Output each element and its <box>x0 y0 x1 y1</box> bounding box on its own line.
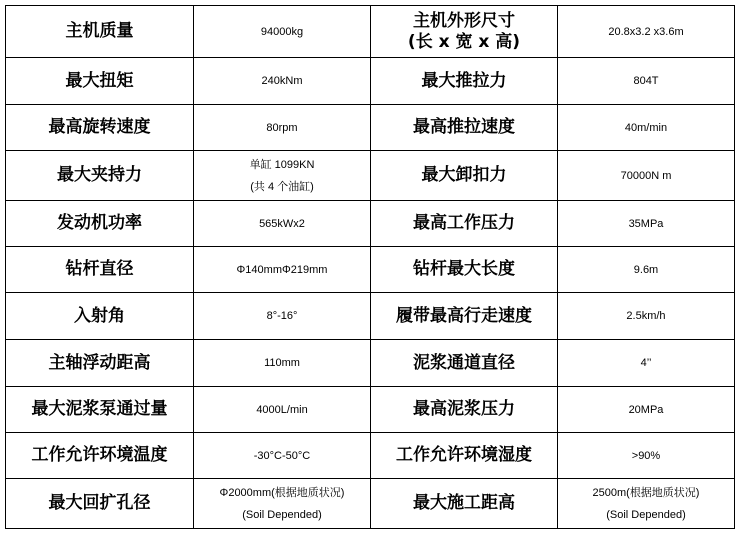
spec-label-text: 工作允许环境湿度 <box>396 445 532 465</box>
spec-label-text: 履带最高行走速度 <box>396 305 532 326</box>
spec-label-text: 入射角 <box>74 305 125 326</box>
spec-value <box>194 105 371 151</box>
table-row <box>6 201 735 247</box>
spec-label-text: 最大夹持力 <box>57 165 142 185</box>
spec-value <box>194 201 371 247</box>
spec-value <box>194 247 371 293</box>
spec-label <box>371 151 558 201</box>
spec-label-text: 最大泥浆泵通过量 <box>31 399 168 419</box>
spec-table <box>5 5 735 529</box>
spec-label <box>6 479 194 529</box>
spec-label-text: 最高旋转速度 <box>48 117 151 137</box>
spec-value <box>194 340 371 387</box>
table-row <box>6 6 735 58</box>
spec-value-text: Φ2000mm(根据地质状况) <box>219 486 345 499</box>
spec-label <box>371 247 558 293</box>
table-row <box>6 105 735 151</box>
spec-value-text: 80rpm <box>266 121 298 134</box>
spec-value-text: 单缸 1099KN <box>249 158 315 171</box>
table-row <box>6 433 735 479</box>
spec-label-text: 泥浆通道直径 <box>413 352 515 373</box>
spec-value-text: 2.5km/h <box>626 310 666 322</box>
spec-label-text: 主轴浮动距高 <box>48 352 151 373</box>
spec-label <box>371 201 558 247</box>
spec-value-text: 804T <box>633 75 659 87</box>
spec-value <box>558 201 735 247</box>
spec-value <box>558 340 735 387</box>
spec-label <box>6 151 194 201</box>
spec-value <box>558 58 735 105</box>
spec-label-text: 发动机功率 <box>57 213 142 233</box>
spec-value-text: 35MPa <box>628 217 664 230</box>
spec-value <box>558 479 735 529</box>
spec-label-text: 工作允许环境温度 <box>31 445 168 465</box>
table-row <box>6 247 735 293</box>
spec-value <box>194 151 371 201</box>
spec-value-text: >90% <box>631 449 661 462</box>
spec-label-text: 最大卸扣力 <box>421 165 507 185</box>
spec-value-text: -30°C-50°C <box>253 449 311 462</box>
spec-label <box>371 6 558 58</box>
spec-label-text: 主机质量 <box>65 21 134 41</box>
spec-label-text: 最大推拉力 <box>421 70 507 91</box>
spec-label-text: 最高推拉速度 <box>413 117 515 137</box>
spec-value <box>194 6 371 58</box>
spec-label <box>371 479 558 529</box>
spec-value-text: 2500m(根据地质状况) <box>592 486 700 499</box>
table-row <box>6 151 735 201</box>
spec-label-text: 主机外形尺寸 <box>413 10 515 31</box>
spec-value-text: (Soil Depended) <box>606 508 686 521</box>
spec-label <box>371 293 558 340</box>
table-row <box>6 479 735 529</box>
spec-value <box>558 293 735 340</box>
spec-label <box>6 201 194 247</box>
spec-label-text: 钻杆最大长度 <box>413 259 515 279</box>
spec-label <box>371 387 558 433</box>
spec-label <box>371 105 558 151</box>
spec-label-text: 最高工作压力 <box>413 213 515 233</box>
spec-label <box>371 340 558 387</box>
spec-label <box>6 58 194 105</box>
spec-value <box>558 105 735 151</box>
spec-value <box>558 6 735 58</box>
spec-value-text: 94000kg <box>260 25 304 38</box>
spec-value <box>194 58 371 105</box>
spec-label-text: 钻杆直径 <box>65 259 134 279</box>
spec-value-text: 20.8x3.2 x3.6m <box>608 25 684 38</box>
spec-value-text: 110mm <box>264 357 300 369</box>
spec-label-text: 最大扭矩 <box>65 70 134 91</box>
spec-label <box>371 58 558 105</box>
spec-value-text: 70000N m <box>620 169 672 182</box>
spec-value-text: 240kNm <box>261 75 303 87</box>
spec-label <box>6 247 194 293</box>
spec-label-text: 最高泥浆压力 <box>413 399 515 419</box>
spec-value-text: 4000L/min <box>256 403 308 416</box>
spec-value <box>194 433 371 479</box>
spec-value <box>558 151 735 201</box>
spec-value <box>558 247 735 293</box>
spec-label <box>6 6 194 58</box>
spec-value <box>558 387 735 433</box>
spec-label-text: (长 x 宽 x 高) <box>407 31 521 52</box>
spec-value-text: 20MPa <box>628 403 664 416</box>
spec-value-text: 8°-16° <box>266 310 298 322</box>
spec-label <box>6 387 194 433</box>
table-row <box>6 340 735 387</box>
spec-label <box>6 433 194 479</box>
spec-value-text: 9.6m <box>633 263 659 276</box>
table-row <box>6 58 735 105</box>
spec-label <box>6 105 194 151</box>
spec-label <box>6 340 194 387</box>
table-row <box>6 387 735 433</box>
spec-value-text: 4’’ <box>640 357 652 369</box>
spec-label <box>371 433 558 479</box>
spec-label-text: 最大回扩孔径 <box>48 493 151 513</box>
spec-label-text: 最大施工距高 <box>413 493 515 513</box>
spec-value <box>194 479 371 529</box>
spec-value-text: Φ140mmΦ219mm <box>236 263 328 276</box>
spec-value <box>558 433 735 479</box>
spec-value-text: 40m/min <box>624 121 668 134</box>
spec-value-text: (Soil Depended) <box>242 508 322 521</box>
spec-value-text: 565kWx2 <box>259 217 305 230</box>
spec-label <box>6 293 194 340</box>
spec-value <box>194 293 371 340</box>
spec-value <box>194 387 371 433</box>
spec-value-text: (共 4 个油缸) <box>250 180 314 193</box>
table-row <box>6 293 735 340</box>
